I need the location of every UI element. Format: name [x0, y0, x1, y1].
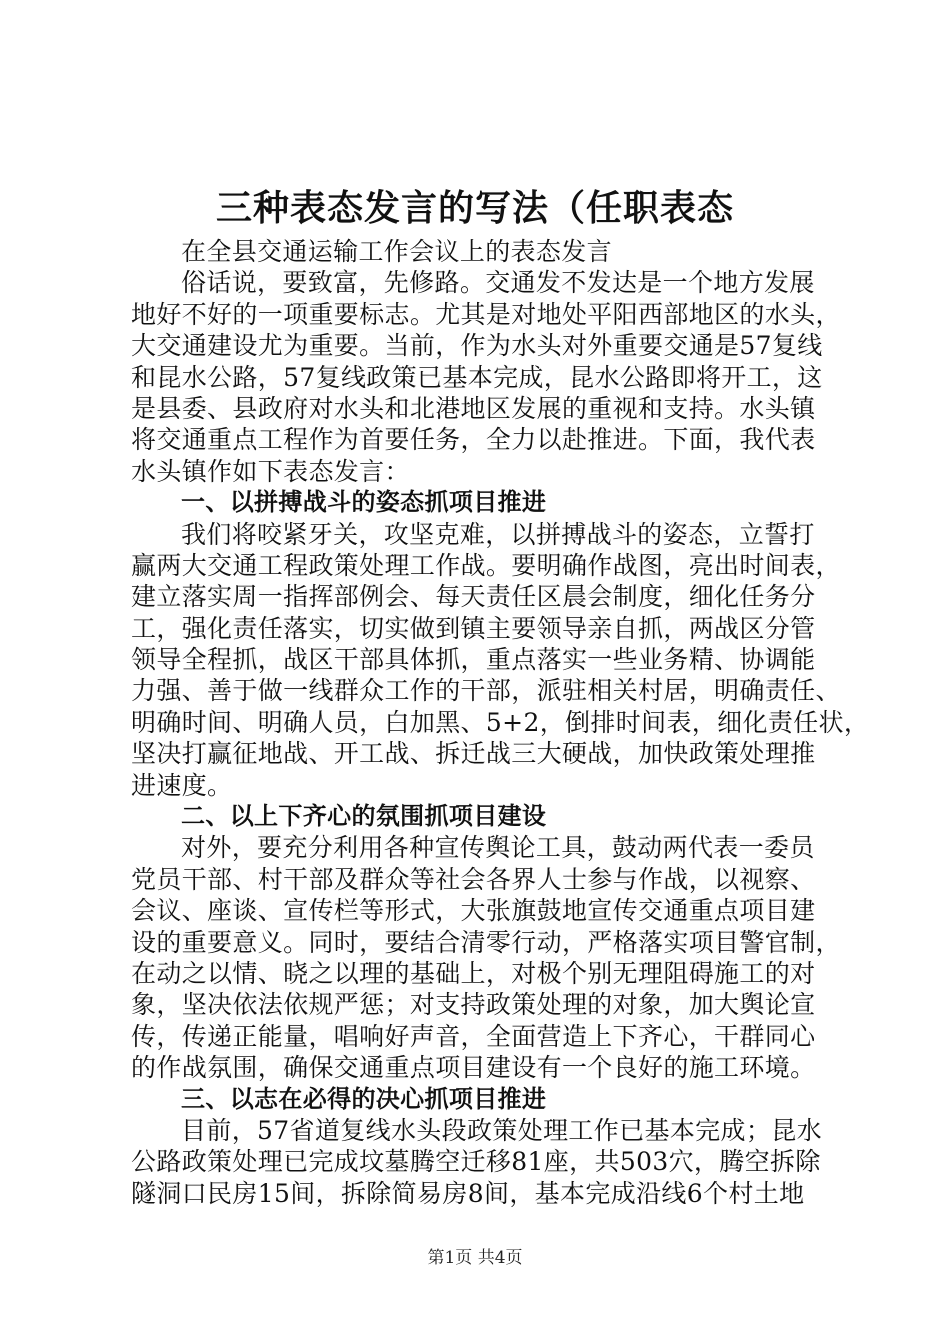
paragraph-line: 领导全程抓，战区干部具体抓，重点落实一些业务精、协调能	[131, 645, 816, 675]
paragraph-line: 设的重要意义。同时，要结合清零行动，严格落实项目警官制，	[131, 927, 841, 957]
paragraph-line: 进速度。	[131, 770, 233, 800]
paragraph-line: 在全县交通运输工作会议上的表态发言	[181, 237, 612, 266]
paragraph-line: 传，传递正能量，唱响好声音，全面营造上下齐心，干群同心	[131, 1021, 816, 1051]
paragraph-line: 在动之以情、晓之以理的基础上，对极个别无理阻碍施工的对	[131, 958, 816, 988]
paragraph-line: 赢两大交通工程政策处理工作战。要明确作战图，亮出时间表，	[131, 550, 841, 580]
page-footer: 第1页 共4页	[427, 1248, 523, 1268]
paragraph-line: 明确时间、明确人员，白加黑、5+2，倒排时间表，细化责任状，	[131, 707, 870, 737]
paragraph-line: 我们将咬紧牙关，攻坚克难，以拼搏战斗的姿态，立誓打	[181, 519, 815, 549]
paragraph-line: 地好不好的一项重要标志。尤其是对地处平阳西部地区的水头，	[131, 299, 841, 329]
paragraph-line: 是县委、县政府对水头和北港地区发展的重视和支持。水头镇	[131, 393, 816, 423]
section-heading: 一、以拼搏战斗的姿态抓项目推进	[181, 488, 547, 517]
document-title: 三种表态发言的写法（任职表态	[215, 187, 734, 229]
paragraph-line: 会议、座谈、宣传栏等形式，大张旗鼓地宣传交通重点项目建	[131, 896, 816, 926]
paragraph-line: 的作战氛围，确保交通重点项目建设有一个良好的施工环境。	[131, 1053, 816, 1083]
paragraph-line: 和昆水公路，57复线政策已基本完成，昆水公路即将开工，这	[131, 362, 823, 392]
document-body	[131, 236, 870, 1209]
paragraph-line: 坚决打赢征地战、开工战、拆迁战三大硬战，加快政策处理推	[131, 739, 816, 769]
paragraph-line: 工，强化责任落实，切实做到镇主要领导亲自抓，两战区分管	[131, 613, 816, 643]
paragraph-line: 将交通重点工程作为首要任务，全力以赴推进。下面，我代表	[131, 425, 816, 455]
paragraph-line: 公路政策处理已完成坟墓腾空迁移81座，共503穴，腾空拆除	[131, 1147, 821, 1177]
paragraph-line: 建立落实周一指挥部例会、每天责任区晨会制度，细化任务分	[131, 582, 816, 612]
section-heading: 二、以上下齐心的氛围抓项目建设	[181, 802, 547, 831]
paragraph-line: 对外，要充分利用各种宣传舆论工具，鼓动两代表一委员	[181, 833, 815, 863]
paragraph-line: 大交通建设尤为重要。当前，作为水头对外重要交通是57复线	[131, 331, 823, 361]
paragraph-line: 象，坚决依法依规严惩；对支持政策处理的对象，加大舆论宣	[131, 990, 816, 1020]
paragraph-line: 俗话说，要致富，先修路。交通发不发达是一个地方发展	[181, 268, 815, 298]
paragraph-line: 党员干部、村干部及群众等社会各界人士参与作战，以视察、	[131, 864, 816, 894]
paragraph-line: 目前，57省道复线水头段政策处理工作已基本完成；昆水	[181, 1115, 822, 1145]
paragraph-line: 力强、善于做一线群众工作的干部，派驻相关村居，明确责任、	[131, 676, 841, 706]
paragraph-line: 隧洞口民房15间，拆除简易房8间，基本完成沿线6个村土地	[131, 1178, 805, 1208]
section-heading: 三、以志在必得的决心抓项目推进	[181, 1084, 547, 1113]
paragraph-line: 水头镇作如下表态发言：	[131, 456, 410, 486]
